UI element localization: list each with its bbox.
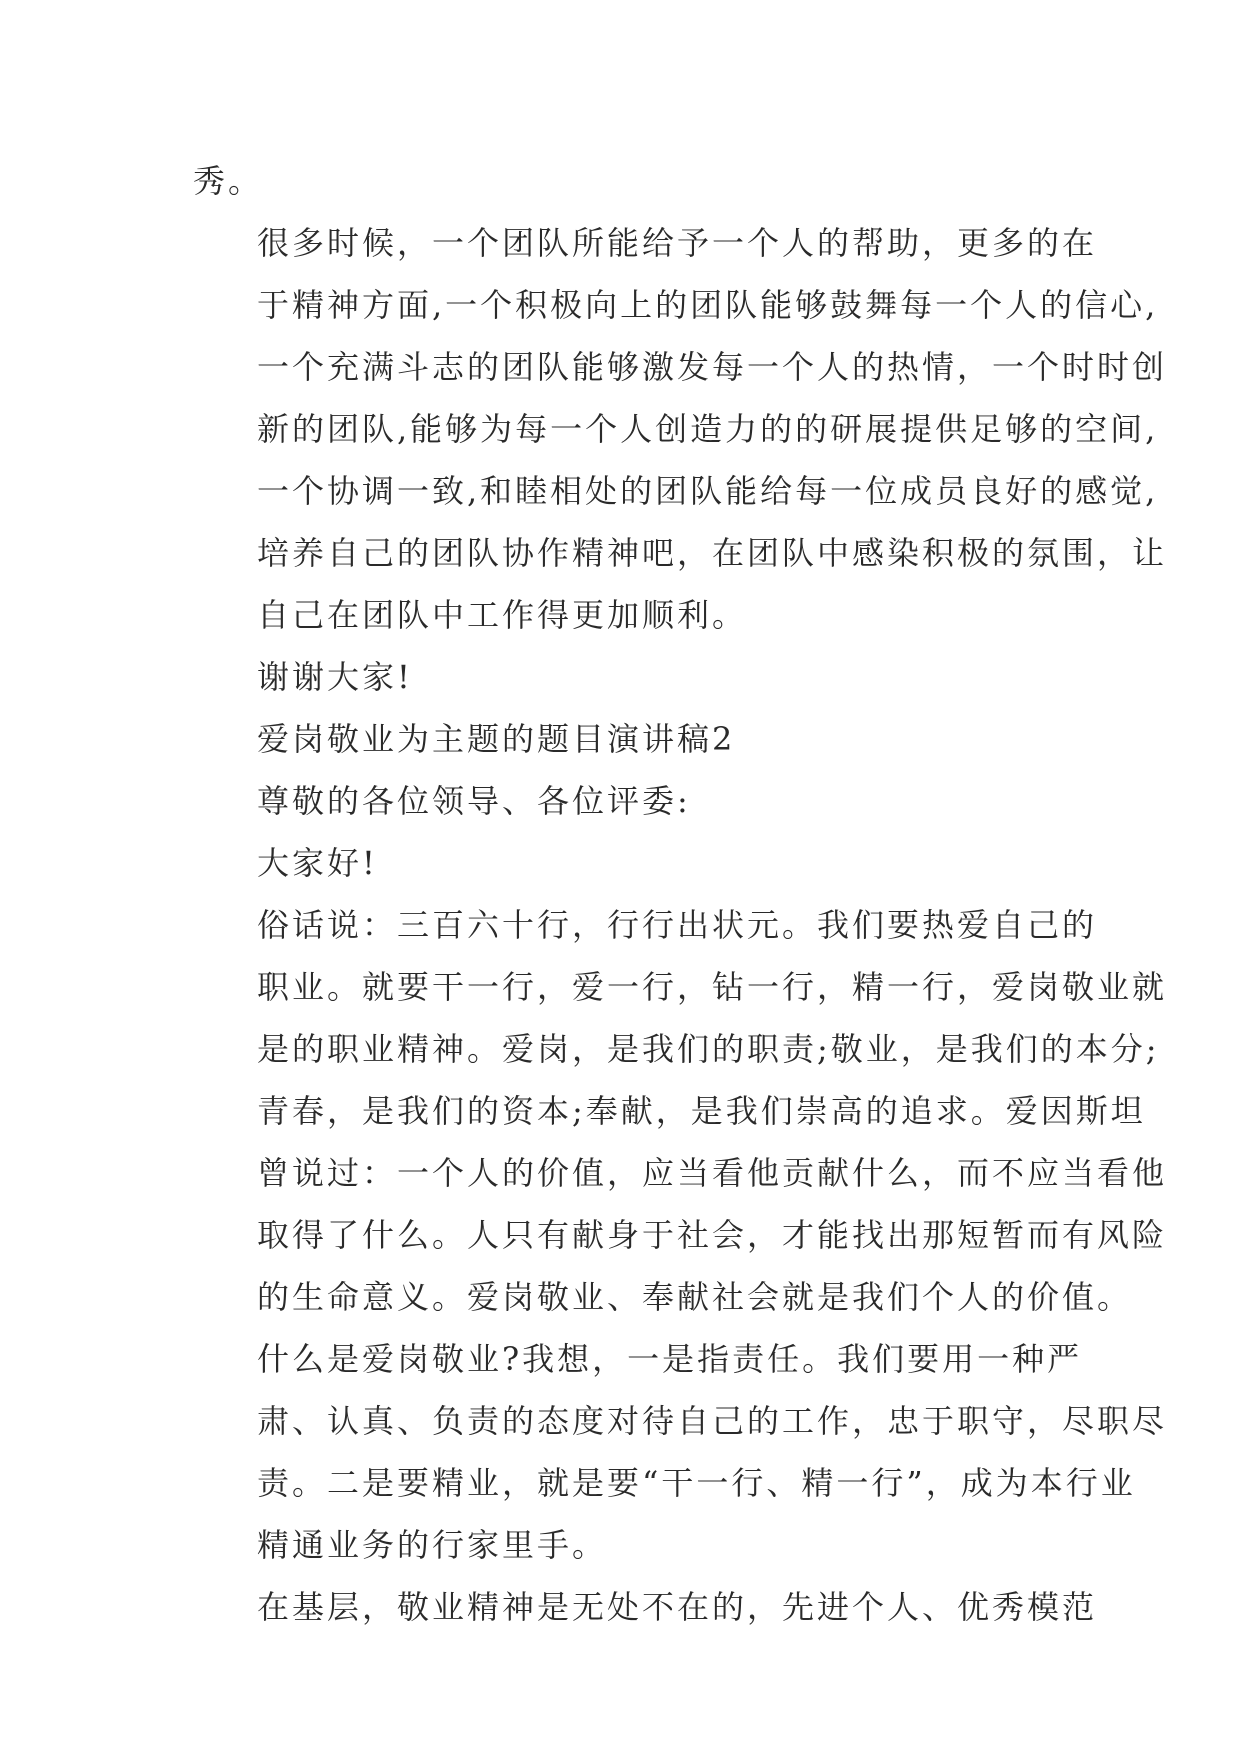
text-line: 谢谢大家!: [257, 658, 413, 696]
text-line: 新的团队,能够为每一个人创造力的的研展提供足够的空间,: [257, 410, 1159, 448]
text-line: 一个充满斗志的团队能够激发每一个人的热情，一个时时创: [257, 348, 1168, 386]
text-line: 一个协调一致,和睦相处的团队能给每一位成员良好的感觉,: [257, 472, 1159, 510]
text-line: 于精神方面,一个积极向上的团队能够鼓舞每一个人的信心,: [257, 286, 1159, 324]
text-line: 是的职业精神。爱岗，是我们的职责;敬业，是我们的本分;: [257, 1030, 1160, 1068]
text-line: 青春，是我们的资本;奉献，是我们崇高的追求。爱因斯坦: [257, 1092, 1146, 1130]
text-line: 在基层，敬业精神是无处不在的，先进个人、优秀模范: [257, 1588, 1098, 1626]
text-line: 爱岗敬业为主题的题目演讲稿2: [257, 720, 736, 758]
text-line: 曾说过：一个人的价值，应当看他贡献什么，而不应当看他: [257, 1154, 1168, 1192]
text-line: 职业。就要干一行，爱一行，钻一行，精一行，爱岗敬业就: [257, 968, 1168, 1006]
speech-title: [193, 708, 1053, 770]
paragraph-grassroots: [193, 1576, 1098, 1638]
text-line: 的生命意义。爱岗敬业、奉献社会就是我们个人的价值。: [257, 1278, 1133, 1316]
text-line: 自己在团队中工作得更加顺利。: [257, 596, 748, 634]
text-line: 精通业务的行家里手。: [257, 1526, 608, 1564]
text-line: 责。二是要精业，就是要“干一行、精一行”，成为本行业: [257, 1464, 1136, 1502]
text-line: 肃、认真、负责的态度对待自己的工作，忠于职守，尽职尽: [257, 1402, 1168, 1440]
paragraph-definition: [193, 1328, 1168, 1576]
text-line: 俗话说：三百六十行，行行出状元。我们要热爱自己的: [257, 906, 1098, 944]
document-body: [193, 150, 1168, 1638]
text-line: 尊敬的各位领导、各位评委:: [257, 782, 691, 820]
text-line: 很多时候，一个团队所能给予一个人的帮助，更多的在: [257, 224, 1098, 262]
paragraph-team-spirit: [193, 212, 1168, 646]
text-line: 什么是爱岗敬业?我想，一是指责任。我们要用一种严: [257, 1340, 1083, 1378]
text-line: 大家好!: [257, 844, 378, 882]
paragraph-thanks: [193, 646, 1053, 708]
salutation: [193, 770, 1053, 832]
text-line: 取得了什么。人只有献身于社会，才能找出那短暂而有风险: [257, 1216, 1168, 1254]
paragraph-continuation: [193, 150, 1053, 212]
text-line: 培养自己的团队协作精神吧，在团队中感染积极的氛围，让: [257, 534, 1168, 572]
greeting: [193, 832, 1053, 894]
paragraph-proverb: [193, 894, 1168, 1328]
text-line: 秀。: [193, 162, 264, 200]
